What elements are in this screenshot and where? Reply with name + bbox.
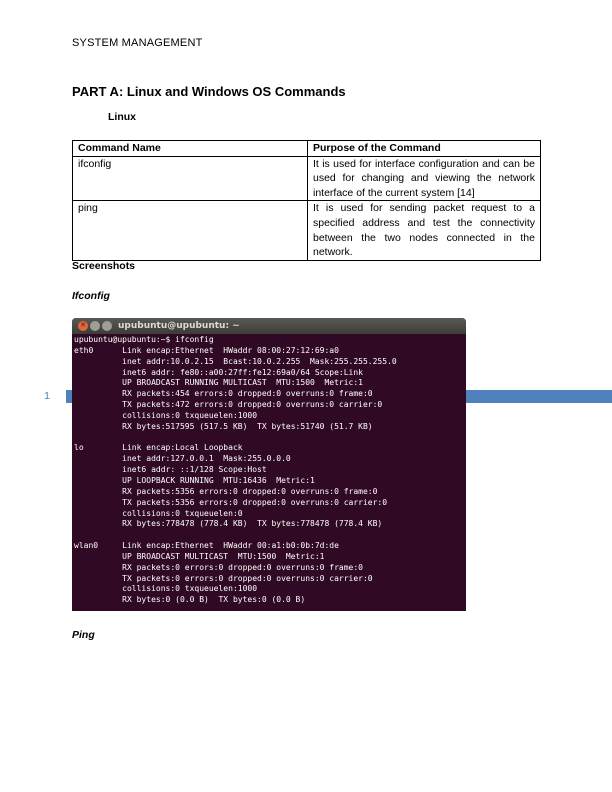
terminal-screenshot [72,318,466,611]
terminal-line: RX bytes:0 (0.0 B) TX bytes:0 (0.0 B) [74,595,306,605]
terminal-line: UP LOOPBACK RUNNING MTU:16436 Metric:1 [74,475,315,485]
close-icon: ✕ [78,321,88,331]
section-subheading: Linux [108,111,136,123]
table-header-row [73,141,541,157]
document-header: SYSTEM MANAGEMENT [72,37,203,49]
table-row [73,156,541,201]
ifconfig-caption: Ifconfig [72,290,110,302]
command-table [72,140,541,261]
command-purpose-cell: It is used for interface configuration and can be used for changing and viewing the network interface of the current system [14] [308,156,541,201]
terminal-line: UP BROADCAST MULTICAST MTU:1500 Metric:1 [74,551,325,561]
column-header-purpose: Purpose of the Command [308,141,541,157]
terminal-line: inet6 addr: ::1/128 Scope:Host [74,465,267,475]
terminal-line: RX packets:0 errors:0 dropped:0 overruns:0 frame:0 [74,562,363,572]
terminal-titlebar [72,318,466,334]
terminal-line: TX packets:472 errors:0 dropped:0 overruns:0 carrier:0 [74,400,383,410]
terminal-output [72,334,466,607]
part-heading: PART A: Linux and Windows OS Commands [72,84,346,99]
terminal-line: RX packets:5356 errors:0 dropped:0 overruns:0 frame:0 [74,486,378,496]
terminal-line: eth0 Link encap:Ethernet HWaddr 08:00:27:12:69:a0 [74,345,339,355]
screenshots-heading: Screenshots [72,260,136,272]
terminal-line: RX bytes:517595 (517.5 KB) TX bytes:51740 (51.7 KB) [74,421,373,431]
terminal-line: RX packets:454 errors:0 dropped:0 overruns:0 frame:0 [74,389,373,399]
terminal-line: lo Link encap:Local Loopback [74,443,243,453]
terminal-line: collisions:0 txqueuelen:1000 [74,584,258,594]
terminal-line: collisions:0 txqueuelen:1000 [74,410,258,420]
command-name-cell: ifconfig [73,156,308,201]
maximize-icon [102,321,112,331]
page-number: 1 [44,390,50,402]
terminal-line: TX packets:5356 errors:0 dropped:0 overruns:0 carrier:0 [74,497,388,507]
minimize-icon [90,321,100,331]
terminal-line: inet6 addr: fe80::a00:27ff:fe12:69a0/64 Scope:Link [74,367,363,377]
command-purpose-cell: It is used for sending packet request to a specified address and test the connectivity between the two nodes connected in the network. [308,201,541,260]
column-header-name: Command Name [73,141,308,157]
terminal-line: upubuntu@upubuntu:~$ ifconfig [74,335,214,344]
terminal-line: RX bytes:778478 (778.4 KB) TX bytes:778478 (778.4 KB) [74,519,383,529]
terminal-line: wlan0 Link encap:Ethernet HWaddr 00:a1:b0:0b:7d:de [74,541,339,551]
command-name-cell: ping [73,201,308,260]
terminal-line: inet addr:10.0.2.15 Bcast:10.0.2.255 Mask:255.255.255.0 [74,356,397,366]
terminal-line: collisions:0 txqueuelen:0 [74,508,243,518]
terminal-line: inet addr:127.0.0.1 Mask:255.0.0.0 [74,454,291,464]
terminal-title: upubuntu@upubuntu: ~ [118,321,240,331]
ping-caption: Ping [72,629,95,641]
terminal-line: UP BROADCAST RUNNING MULTICAST MTU:1500 Metric:1 [74,378,363,388]
table-row [73,201,541,260]
terminal-line: TX packets:0 errors:0 dropped:0 overruns:0 carrier:0 [74,573,373,583]
